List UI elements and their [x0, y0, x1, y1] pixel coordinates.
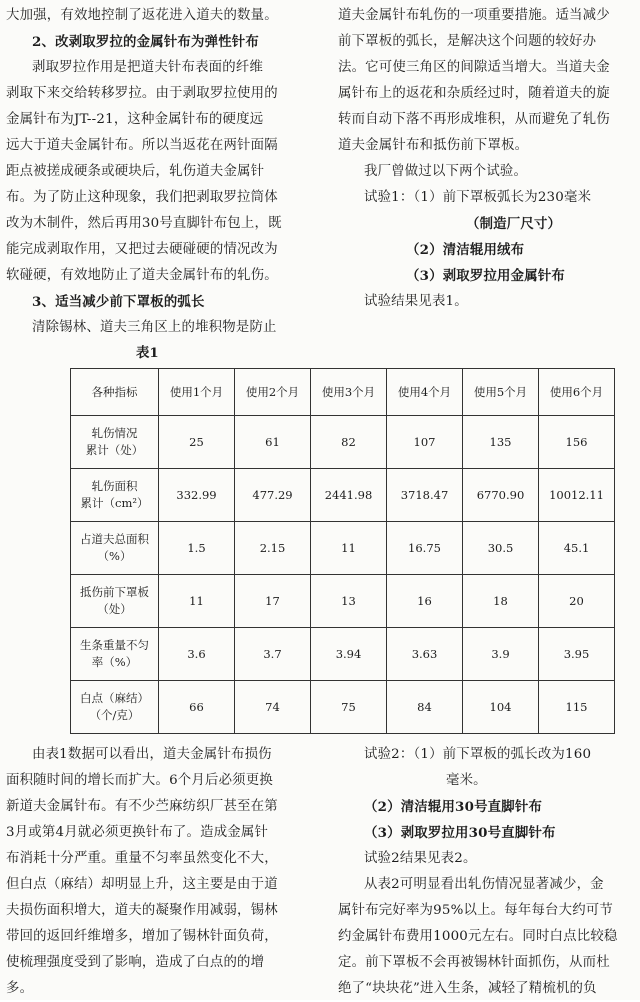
paragraph-line: 使梳理强度受到了影响，造成了白点的的增: [6, 955, 265, 970]
experiment-2-unit: 毫米。: [446, 773, 487, 788]
paragraph-line: 但白点（麻结）却明显上升，这主要是由于道: [6, 877, 278, 892]
table-cell: 66: [159, 681, 235, 734]
paragraph-line: 带回的返回纤维增多，增加了锡林针面负荷，: [6, 929, 278, 944]
paragraph-line: 转而自动下落不再形成堆积，从而避免了轧伤: [338, 112, 610, 127]
table-cell: 3.63: [387, 628, 463, 681]
paragraph-line: 属针布上的返花和杂质经过时，随着道夫的旋: [338, 86, 610, 101]
experiment-2-item-3: （3）剥取罗拉用30号直脚针布: [364, 825, 556, 841]
paragraph-line: 试验2结果见表2。: [364, 851, 477, 866]
table-cell: 11: [159, 575, 235, 628]
table-column-header: 使用3个月: [311, 369, 387, 416]
table-row: [71, 416, 615, 469]
table-cell: 2441.98: [311, 469, 387, 522]
paragraph-line: 道夫金属针布和抵伤前下罩板。: [338, 138, 529, 153]
paragraph-line: 面积随时间的增长而扩大。6个月后必须更换: [6, 773, 273, 788]
paragraph-line: 3月或第4月就必须更换针布了。造成金属针: [6, 825, 269, 840]
table-row: [71, 522, 615, 575]
table-caption: 表1: [136, 345, 159, 361]
table-cell: 13: [311, 575, 387, 628]
paragraph-line: 约金属针布费用1000元左右。同时白点比较稳: [338, 929, 618, 944]
paragraph-line: 软碰硬，有效地防止了道夫金属针布的轧伤。: [6, 268, 278, 283]
paragraph-line: 从表2可明显看出轧伤情况显著减少，金: [364, 877, 604, 892]
table-row: [71, 469, 615, 522]
paragraph-line: 夫损伤面积增大，道夫的凝聚作用减弱，锡林: [6, 903, 278, 918]
table-cell: 3.95: [539, 628, 615, 681]
table-cell: 30.5: [463, 522, 539, 575]
table-cell: 25: [159, 416, 235, 469]
experiment-1-item-3: （3）剥取罗拉用金属针布: [406, 268, 566, 284]
table-row-label: 占道夫总面积 （%）: [71, 522, 159, 575]
table-cell: 16: [387, 575, 463, 628]
table-cell: 10012.11: [539, 469, 615, 522]
table-row: [71, 628, 615, 681]
table-cell: 20: [539, 575, 615, 628]
table-cell: 477.29: [235, 469, 311, 522]
paragraph-line: 大加强，有效地控制了返花进入道夫的数量。: [6, 8, 278, 23]
table-cell: 156: [539, 416, 615, 469]
section-heading-3: 3、适当减少前下罩板的弧长: [32, 294, 205, 310]
table-cell: 3.7: [235, 628, 311, 681]
paragraph-line: 前下罩板的弧长，是解决这个问题的较好办: [338, 34, 597, 49]
paragraph-line: 金属针布为JT--21，这种金属针布的硬度远: [6, 112, 264, 127]
paragraph-line: 剥取下来交给转移罗拉。由于剥取罗拉使用的: [6, 86, 278, 101]
table-row-label: 白点（麻结） （个/克）: [71, 681, 159, 734]
experiment-2-item-1: 试验2：（1）前下罩板的弧长改为160: [364, 747, 592, 762]
table-row-label: 轧伤面积 累计（cm²）: [71, 469, 159, 522]
table-cell: 107: [387, 416, 463, 469]
table-cell: 45.1: [539, 522, 615, 575]
table-row-label: 生条重量不匀 率（%）: [71, 628, 159, 681]
right-column-bottom: [338, 742, 636, 1002]
paragraph-line: 我厂曾做过以下两个试验。: [364, 164, 528, 179]
table-cell: 1.5: [159, 522, 235, 575]
results-table: [70, 368, 615, 734]
paragraph-line: 新道夫金属针布。有不少苎麻纺织厂甚至在第: [6, 799, 278, 814]
table-cell: 3.6: [159, 628, 235, 681]
paragraph-line: 剥取罗拉作用是把道夫针布表面的纤维: [32, 60, 264, 75]
table-cell: 84: [387, 681, 463, 734]
paragraph-line: 试验结果见表1。: [364, 294, 468, 309]
table-cell: 332.99: [159, 469, 235, 522]
left-column-bottom: [6, 742, 316, 1002]
table-cell: 6770.90: [463, 469, 539, 522]
paragraph-line: 定。前下罩板不会再被锡林针面抓伤，从而杜: [338, 955, 610, 970]
table-column-header: 使用2个月: [235, 369, 311, 416]
paragraph-line: 属针布完好率为95%以上。每年每台大约可节: [338, 903, 613, 918]
table-cell: 74: [235, 681, 311, 734]
paragraph-line: 距点被搓成硬条或硬块后，轧伤道夫金属针: [6, 164, 265, 179]
table-column-header: 使用4个月: [387, 369, 463, 416]
table-cell: 115: [539, 681, 615, 734]
table-cell: 3.94: [311, 628, 387, 681]
paragraph-line: 远大于道夫金属针布。所以当返花在两针面隔: [6, 138, 278, 153]
right-column-top: [338, 3, 636, 315]
table-row: [71, 681, 615, 734]
experiment-1-item-2: （2）清洁辊用绒布: [406, 242, 525, 258]
table-column-header: 使用5个月: [463, 369, 539, 416]
table-column-header: 使用1个月: [159, 369, 235, 416]
paragraph-line: 布消耗十分严重。重量不匀率虽然变化不大，: [6, 851, 278, 866]
paragraph-line: 改为木制件，然后再用30号直脚针布包上，既: [6, 216, 282, 231]
table-row-label: 轧伤情况 累计（处）: [71, 416, 159, 469]
paragraph-line: 由表1数据可以看出，道夫金属针布损伤: [32, 747, 272, 762]
table-cell: 11: [311, 522, 387, 575]
paragraph-line: 法。它可使三角区的间隙适当增大。当道夫金: [338, 60, 610, 75]
paragraph-line: 道夫金属针布轧伤的一项重要措施。适当减少: [338, 8, 610, 23]
table-row: [71, 575, 615, 628]
paragraph-line: 清除锡林、道夫三角区上的堆积物是防止: [32, 320, 277, 335]
table-header-row: [71, 369, 615, 416]
table-cell: 61: [235, 416, 311, 469]
paragraph-line: 绝了“块块花”进入生条，减轻了精梳机的负: [338, 981, 597, 996]
table-cell: 3.9: [463, 628, 539, 681]
table-cell: 16.75: [387, 522, 463, 575]
table-cell: 82: [311, 416, 387, 469]
table-cell: 18: [463, 575, 539, 628]
experiment-1-item-1: 试验1：（1）前下罩板弧长为230毫米: [364, 190, 592, 205]
experiment-2-item-2: （2）清洁辊用30号直脚针布: [364, 799, 543, 815]
paragraph-line: 能完成剥取作用，又把过去硬碰硬的情况改为: [6, 242, 278, 257]
table-cell: 2.15: [235, 522, 311, 575]
table-column-header: 使用6个月: [539, 369, 615, 416]
table-cell: 75: [311, 681, 387, 734]
table-cell: 3718.47: [387, 469, 463, 522]
experiment-1-note: （制造厂尺寸）: [466, 216, 562, 232]
left-column-top: [6, 3, 316, 341]
table-cell: 135: [463, 416, 539, 469]
table-cell: 17: [235, 575, 311, 628]
paragraph-line: 多。: [6, 981, 34, 996]
table-header-corner: 各种指标: [71, 369, 159, 416]
table-row-label: 抵伤前下罩板 （处）: [71, 575, 159, 628]
paragraph-line: 布。为了防止这种现象，我们把剥取罗拉筒体: [6, 190, 278, 205]
section-heading-2: 2、改剥取罗拉的金属针布为弹性针布: [32, 34, 259, 50]
table-cell: 104: [463, 681, 539, 734]
